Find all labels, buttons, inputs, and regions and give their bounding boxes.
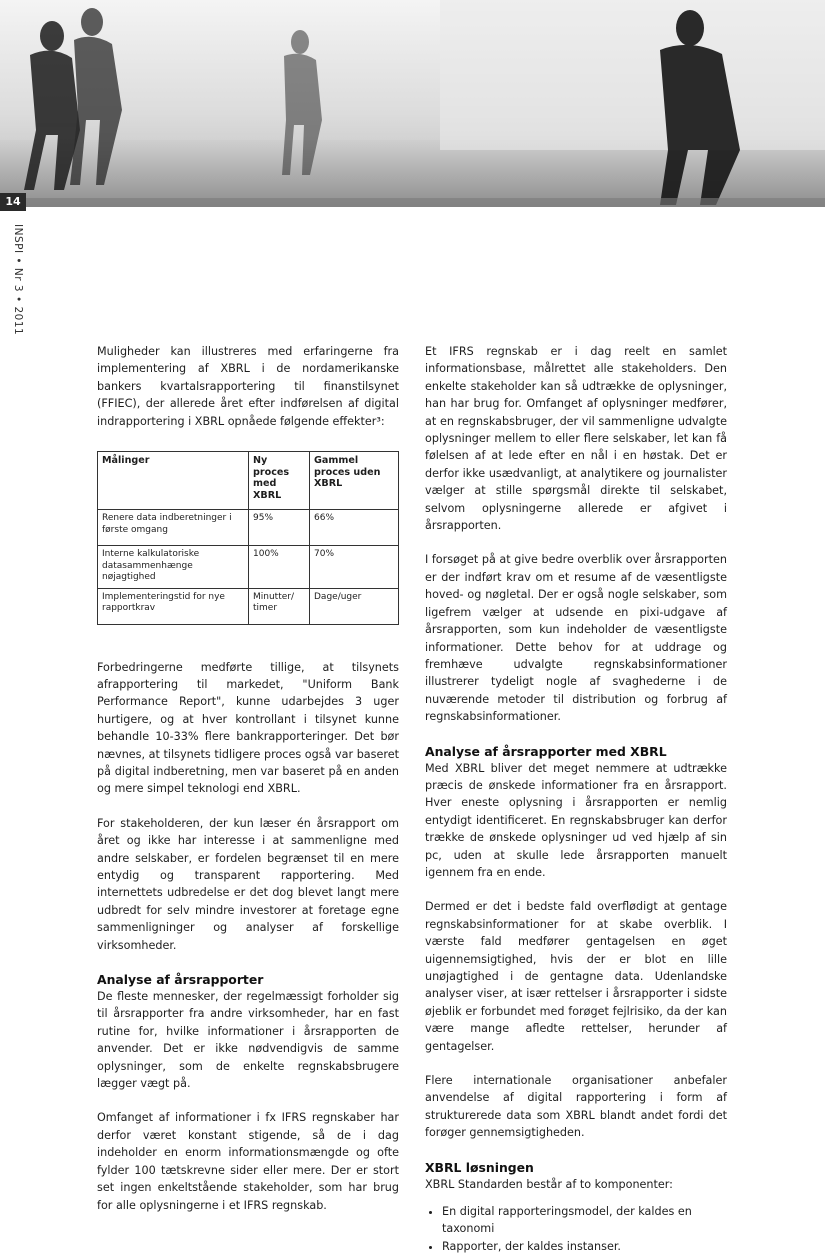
body-paragraph: Dermed er det i bedste fald overflødigt at gentage regnskabsinformationer for at skabe overblik. I værste fald medfører gentagelsen en øget uigennemsigtighed, hvis der er blot en lille unøjagtighed i de gentagne data. Udenlandske analyser viser, at især rettelser i årsrapporter i sidste øjeblik er forbundet med forøget fejlrisiko, da der kan være mange afledte rettelser, herunder af gentagelser. [425, 900, 727, 1053]
body-paragraph: Forbedringerne medførte tillige, at tilsynets afrapportering til markedet, "Uniform Bank Performance Report", kunne udarbejdes 3 uger hurtigere, og at hver kontrollant i tilsynet kunne behandle 10-33% flere bankrapporteringer. Det bør nævnes, at tilsynets tidligere proces også var baseret på digital indberetning, men var baseret på en anden og mere simpel teknologi end XBRL. [97, 660, 399, 796]
table-cell: 95% [249, 510, 310, 546]
effects-table [97, 451, 399, 625]
list-item: • Rapporter, der kaldes instanser. [442, 1238, 727, 1255]
table-row [98, 510, 399, 546]
table-header-cell: Ny proces med XBRL [249, 452, 310, 510]
table-cell: Minutter/ timer [249, 588, 310, 624]
table-header-row [98, 452, 399, 510]
body-paragraph: Et IFRS regnskab er i dag reelt en samlet informationsbase, målrettet alle stakeholders. Den enkelte stakeholder kan så udtrække de oplysninger, han har brug for. Omfanget af oplysninger medfører, at en regnskabsbruger, der vil sammenligne udvalgte oplysninger mellem to eller flere selskaber, let kan få følelsen af at lede efter en nål i en høstak. Det er derfor ikke usædvanligt, at analytikere og journalister vælger at stille spørgsmål direkte til selskabet, selvom oplysningerne allerede er afgivet i årsrapporten. [425, 345, 727, 533]
header-photo [0, 0, 825, 207]
table-cell: 66% [310, 510, 399, 546]
section-heading: Analyse af årsrapporter [97, 972, 264, 988]
body-paragraph: Med XBRL bliver det meget nemmere at udtrække præcis de ønskede informationer fra en årsrapport. Hver eneste oplysning i årsrapporten er nemlig entydigt identificeret. En regnskabsbruger kan derfor trække de ønskede oplysninger ud ved hjælp af sin pc, uden at skulle lede årsrapporten manuelt igennem fra en ende. [425, 761, 727, 879]
component-list [425, 1203, 727, 1255]
publication-issue-label: INSPI • Nr 3 • 2011 [12, 224, 24, 336]
left-column [97, 343, 399, 1231]
right-column [425, 343, 727, 1255]
body-paragraph: Omfanget af informationer i fx IFRS regnskaber har derfor været konstant stigende, så de i dag indeholder en enorm informationsmængde og ofte fylder 100 tætskrevne sider eller mere. Der er stort set ingen enkeltstående stakeholder, som har brug for alle oplysningerne i et IFRS regnskab. [97, 1111, 399, 1212]
table-cell: Renere data indberetninger i første omgang [98, 510, 249, 546]
body-paragraph: I forsøget på at give bedre overblik over årsrapporten er der indført krav om et resume af de væsentligste hoved- og nøgletal. Der er også nogle selskaber, som ligefrem vælger at udsende en pixi-udgave af årsrapporten, som kun indeholder de væsentligste informationer. Dette behov for at uddrage og fremhæve udvalgte regnskabsinformationer illustrerer tydeligt nogle af svaghederne i de nuværende metoder til distribution og forbrug af regnskabsinformationer. [425, 553, 727, 724]
table-cell: 100% [249, 546, 310, 589]
body-paragraph: De fleste mennesker, der regelmæssigt forholder sig til årsrapporter fra andre virksomheder, har en fast rutine for, hvilke informationer i årsrapporten de anvender. Det er ikke nødvendigvis de samme oplysninger, som de enkelte regnskabsbrugere lægger vægt på. [97, 990, 399, 1091]
table-row [98, 546, 399, 589]
list-item: • En digital rapporteringsmodel, der kaldes en taxonomi [442, 1203, 727, 1238]
body-paragraph: XBRL Standarden består af to komponenter: [425, 1177, 673, 1191]
section-heading: Analyse af årsrapporter med XBRL [425, 743, 667, 759]
body-paragraph: For stakeholderen, der kun læser én årsrapport om året og ikke har interesse i at sammenligne med andre selskaber, er fordelen begrænset til en mere entydig og transparent rapportering. Med internettets udbredelse er det dog blevet langt mere udbredt for selv mindre investorer at foretage egne sammenligninger og analyser af forskellige virksomheder. [97, 816, 399, 952]
table-cell: Interne kalkulatoriske datasammenhænge nøjagtighed [98, 546, 249, 589]
page-number: 14 [0, 193, 26, 211]
section-heading: XBRL løsningen [425, 1159, 534, 1175]
table-header-cell: Målinger [98, 452, 249, 510]
table-cell: Dage/uger [310, 588, 399, 624]
body-paragraph: Flere internationale organisationer anbefaler anvendelse af digital rapportering i form af strukturerede data som XBRL blandt andet fordi det forøger gennemsigtigheden. [425, 1074, 727, 1140]
table-header-cell: Gammel proces uden XBRL [310, 452, 399, 510]
table-cell: 70% [310, 546, 399, 589]
intro-paragraph: Muligheder kan illustreres med erfaringerne fra implementering af XBRL i de nordamerikanske bankers kvartalsrapportering til finanstilsynet (FFIEC), der allerede året efter indførelsen af digital indrapportering i XBRL opnåede følgende effekter³: [97, 345, 399, 428]
table-cell: Implementeringstid for nye rapportkrav [98, 588, 249, 624]
table-row [98, 588, 399, 624]
